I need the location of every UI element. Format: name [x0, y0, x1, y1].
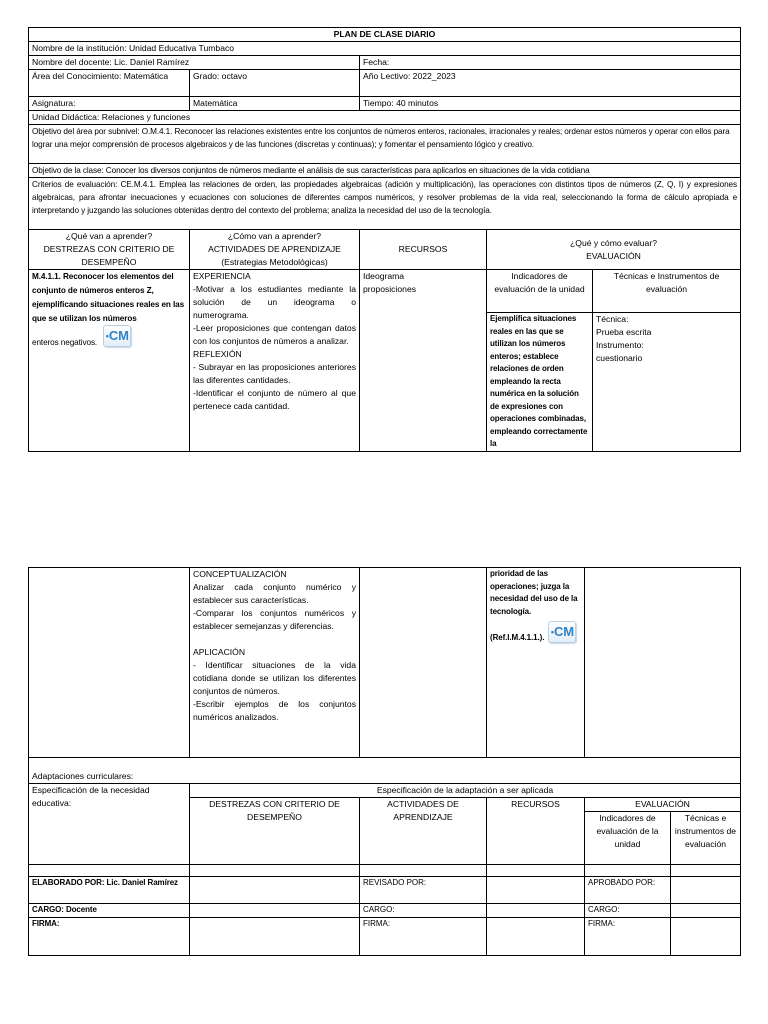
elaborado-empty	[190, 877, 360, 904]
cargo-aprobador: CARGO:	[585, 904, 671, 918]
activities-cell	[190, 270, 360, 452]
aplicacion-item-1: - Identificar situaciones de la vida cotidiana donde se utilizan los diferentes conjuntos de números.	[193, 660, 356, 696]
techniques-cell-cont	[585, 568, 741, 758]
plan-table-bottom	[28, 567, 741, 956]
curricular-adaptations-title: Adaptaciones curriculares:	[29, 758, 741, 784]
plan-table-top	[28, 27, 741, 452]
subject-value: Matemática	[190, 97, 360, 111]
area-objective-label: Objetivo del área por subnivel:	[32, 127, 140, 136]
destreza-text-2: enteros negativos.	[32, 338, 98, 347]
actividades-subtitle: (Estrategias Metodológicas)	[221, 257, 328, 267]
class-time: Tiempo: 40 minutos	[360, 97, 741, 111]
cm-logo-icon: •CM	[103, 325, 131, 347]
revisado-empty	[487, 877, 585, 904]
resources-cell-cont	[360, 568, 487, 758]
destreza-cell-cont	[29, 568, 190, 758]
aprobado-por: APROBADO POR:	[585, 877, 671, 904]
actividades-title: ACTIVIDADES DE APRENDIZAJE	[208, 244, 341, 254]
subject-label: Asignatura:	[29, 97, 190, 111]
experiencia-item-1: -Motivar a los estudiantes mediante la solución de un ideograma o numerograma.	[193, 284, 356, 320]
school-year: Año Lectivo: 2022_2023	[360, 70, 741, 97]
conceptualizacion-title: CONCEPTUALIZACIÓN	[193, 569, 287, 579]
cm-logo-icon-2: •CM	[548, 621, 576, 643]
adapt-recursos: RECURSOS	[487, 798, 585, 865]
adapt-actividades: ACTIVIDADES DE APRENDIZAJE	[360, 798, 487, 865]
criteria-text: CE.M.4.1. Emplea las relaciones de orden, las propiedades algebraicas (adición y multiplicación), las operaciones con distintos tipos de números (Z, Q, I) y expresiones algebraicas, para afrontar inecuaciones y ecuaciones con soluciones de diferentes campos numéricos, y resolver problemas de la vida real, seleccionando la forma de cálculo apropiada e interpretando y juzgando las soluciones obtenidas dentro del contexto del problema; analiza la necesidad del uso de la tecnología.	[32, 180, 738, 215]
aprobado-empty	[671, 877, 741, 904]
col-header-actividades	[190, 230, 360, 270]
experiencia-item-2: -Leer proposiciones que contengan datos con los conjuntos de números a analizar.	[193, 323, 356, 346]
aplicacion-item-2: -Escribir ejemplos de los conjuntos numéricos analizados.	[193, 699, 356, 722]
teacher-name: Nombre del docente: Lic. Daniel Ramírez	[29, 56, 360, 70]
cargo-revisor: CARGO:	[360, 904, 487, 918]
cargo-empty-3	[671, 904, 741, 918]
adapt-tecnicas: Técnicas e instrumentos de evaluación	[671, 812, 741, 865]
destrezas-question: ¿Qué van a aprender?	[65, 231, 153, 241]
didactic-unit: Unidad Didáctica: Relaciones y funciones	[29, 111, 741, 125]
firma-empty-2	[487, 917, 585, 955]
adapt-destrezas: DESTREZAS CON CRITERIO DE DESEMPEÑO	[190, 798, 360, 865]
adapt-empty-6	[671, 865, 741, 877]
aplicacion-title: APLICACIÓN	[193, 647, 246, 657]
resources-cell	[360, 270, 487, 452]
techniques-cell	[593, 313, 741, 452]
reflexion-title: REFLEXIÓN	[193, 349, 242, 359]
col-header-destrezas	[29, 230, 190, 270]
actividades-question: ¿Cómo van a aprender?	[227, 231, 322, 241]
grade: Grado: octavo	[190, 70, 360, 97]
class-objective: Objetivo de la clase: Conocer los diversos conjuntos de números mediante el análisis de sus características para aplicarlos en situaciones de la vida cotidiana	[29, 164, 741, 178]
indicator-text-2: prioridad de las operaciones; juzga la necesidad del uso de la tecnología.	[490, 569, 578, 616]
col-header-recursos: RECURSOS	[360, 230, 487, 270]
technique-label: Técnica:	[596, 314, 629, 324]
criteria-label: Criterios de evaluación:	[32, 180, 118, 189]
indicator-text-cont	[487, 568, 585, 758]
resource-item-2: proposiciones	[363, 284, 417, 294]
firma-empty-3	[671, 917, 741, 955]
adapt-empty-2	[190, 865, 360, 877]
conceptualizacion-item-2: -Comparar los conjuntos numéricos y establecer semejanzas y diferencias.	[193, 608, 356, 631]
institution-name: Nombre de la institución: Unidad Educativa Tumbaco	[29, 42, 741, 56]
cargo-docente: CARGO: Docente	[29, 904, 190, 918]
resource-item-1: Ideograma	[363, 271, 405, 281]
indicator-reference: (Ref.I.M.4.1.1.).	[490, 633, 545, 642]
area-objective	[29, 125, 741, 164]
date-field: Fecha:	[360, 56, 741, 70]
adapt-indicadores: Indicadores de evaluación de la unidad	[585, 812, 671, 865]
firma-empty-1	[190, 917, 360, 955]
plan-title: PLAN DE CLASE DIARIO	[29, 28, 741, 42]
instrument-label: Instrumento:	[596, 340, 644, 350]
col-header-evaluacion	[487, 230, 741, 270]
knowledge-area: Área del Conocimiento: Matemática	[29, 70, 190, 97]
technique-value: Prueba escrita	[596, 327, 652, 337]
adapt-empty-1	[29, 865, 190, 877]
indicators-header: Indicadores de evaluación de la unidad	[487, 270, 593, 313]
adapt-empty-4	[487, 865, 585, 877]
adapt-empty-3	[360, 865, 487, 877]
firma-docente: FIRMA:	[29, 917, 190, 955]
adapt-evaluacion: EVALUACIÓN	[585, 798, 741, 812]
destrezas-title: DESTREZAS CON CRITERIO DE DESEMPEÑO	[43, 244, 175, 267]
revisado-por: REVISADO POR:	[360, 877, 487, 904]
reflexion-item-2: -Identificar el conjunto de número al que pertenece cada cantidad.	[193, 388, 356, 411]
techniques-header: Técnicas e Instrumentos de evaluación	[593, 270, 741, 313]
area-objective-text: O.M.4.1. Reconocer las relaciones existentes entre los conjuntos de números enteros, racionales, irracionales y reales; ordenar estos números y operar con ellos para lograr una mejor comprensión de procesos algebraicos y de las funciones (discretas y continuas); y fomentar el pensamiento lógico y creativo.	[32, 127, 730, 149]
instrument-value: cuestionario	[596, 353, 643, 363]
elaborado-por: ELABORADO POR: Lic. Daniel Ramírez	[29, 877, 190, 904]
adaptation-specification: Especificación de la adaptación a ser aplicada	[190, 784, 741, 798]
evaluation-criteria	[29, 178, 741, 230]
cargo-empty-2	[487, 904, 585, 918]
evaluar-question: ¿Qué y cómo evaluar?	[570, 237, 657, 248]
firma-aprobador: FIRMA:	[585, 917, 671, 955]
indicator-text: Ejemplifica situaciones reales en las que se utilizan los números enteros; establece relaciones de orden empleando la recta numérica en la solución de expresiones con operaciones combinadas, empleando correctamente la	[487, 313, 593, 452]
adapt-empty-5	[585, 865, 671, 877]
destreza-text: M.4.1.1. Reconocer los elementos del conjunto de números enteros Z, ejemplificando situaciones reales en las que se utilizan los números	[32, 272, 185, 323]
reflexion-item-1: - Subrayar en las proposiciones anteriores las diferentes cantidades.	[193, 362, 356, 385]
cargo-empty-1	[190, 904, 360, 918]
conceptualizacion-item-1: Analizar cada conjunto numérico y establecer sus características.	[193, 582, 356, 605]
need-specification: Especificación de la necesidad educativa:	[29, 784, 190, 865]
firma-revisor: FIRMA:	[360, 917, 487, 955]
evaluacion-title: EVALUACIÓN	[586, 250, 641, 261]
destreza-cell	[29, 270, 190, 452]
activities-cell-cont	[190, 568, 360, 758]
experiencia-title: EXPERIENCIA	[193, 271, 251, 281]
